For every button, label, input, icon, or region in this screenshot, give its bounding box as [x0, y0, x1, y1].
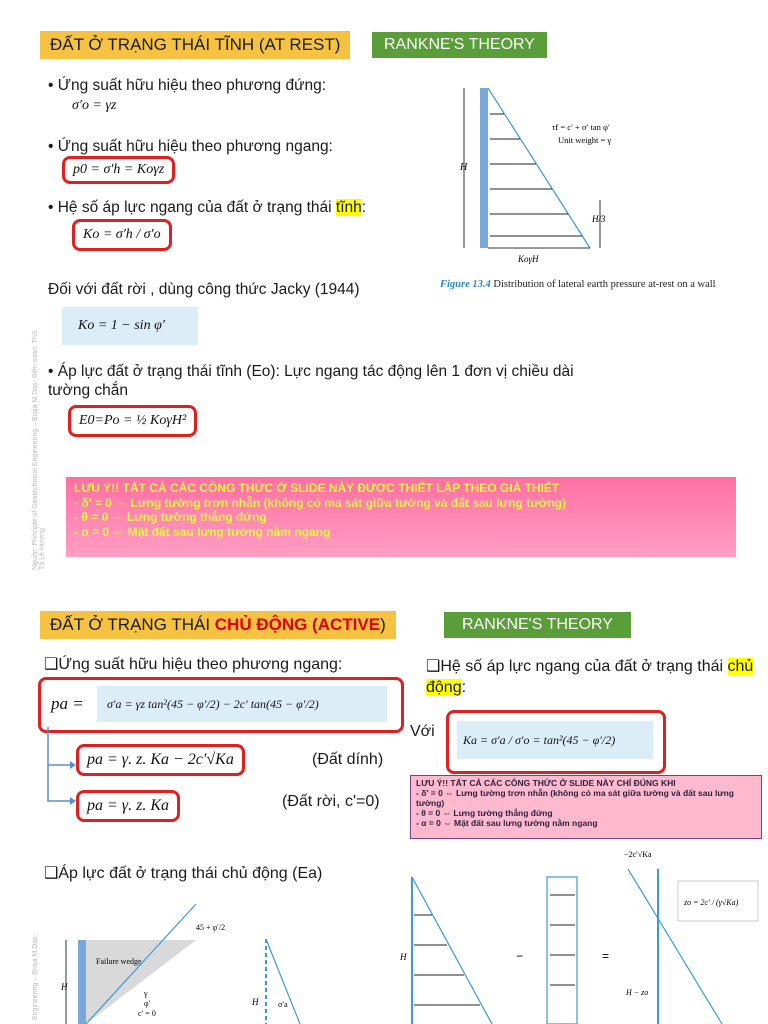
bullet-ka: ❑Hệ số áp lực ngang của đất ở trạng thái chủ động: [426, 658, 754, 696]
formula-ko: Ko = σ′h / σ′o [72, 219, 172, 251]
rankine-badge-top: RANKNE'S THEORY [372, 32, 547, 58]
wall [480, 88, 488, 248]
at-rest-figure [440, 80, 640, 270]
formula-ka: Ka = σ′a / σ′o = tan²(45 − φ′/2) [457, 721, 653, 759]
cohesive-distribution-figure [392, 845, 768, 1024]
fig-base-label: KoγH [518, 254, 539, 264]
figure-caption: Figure 13.4 Distribution of lateral earth pressure at-rest on a wall [440, 279, 716, 290]
pressure-arrows [490, 114, 582, 236]
fig-h3-label: H/3 [592, 214, 606, 224]
svg-text:H − zo: H − zo [626, 988, 649, 997]
formula-pa-box [38, 677, 404, 733]
formula-vertical-stress: σ′o = γz [72, 98, 117, 113]
svg-text:σ′a: σ′a [278, 1000, 288, 1009]
formula-granular: pa = γ. z. Ka [76, 790, 180, 822]
formula-cohesive: pa = γ. z. Ka − 2c′√Ka [76, 744, 245, 776]
svg-text:45 + φ′/2: 45 + φ′/2 [196, 923, 226, 932]
fig-unit-weight: Unit weight = γ [558, 135, 612, 145]
formula-jacky: Ko = 1 − sin φ′ [62, 307, 198, 345]
formula-eo: E0=Po = ½ KoγH² [68, 405, 197, 437]
bullet-eo: • Áp lực đất ở trạng thái tĩnh (Eo): Lực ngang tác động lên 1 đơn vị chiều dài tường chắn [48, 363, 574, 399]
pressure-line [488, 88, 590, 248]
svg-text:zo = 2c′ / (γ√Ka): zo = 2c′ / (γ√Ka) [684, 898, 739, 907]
at-rest-title: ĐẤT Ở TRẠNG THÁI TĨNH (AT REST) [40, 31, 350, 59]
fig-h-label: H [460, 162, 468, 173]
active-title: ĐẤT Ở TRẠNG THÁI CHỦ ĐỘNG (ACTIVE) [40, 611, 396, 639]
svg-text:H: H [252, 997, 259, 1007]
svg-text:H: H [400, 952, 407, 962]
bullet-ko: • Hệ số áp lực ngang của đất ở trạng thái tĩnh: [48, 199, 367, 216]
formula-p0: p0 = σ′h = Koγz [62, 156, 175, 184]
bullet-horizontal-stress: • Ứng suất hữu hiệu theo phương ngang: [48, 138, 333, 155]
branch-arrows [38, 725, 78, 805]
assumption-note-top: LƯU Ý!! TẤT CẢ CÁC CÔNG THỨC Ở SLIDE NÀY ĐƯỢC THIẾT LẬP THEO GIẢ THIẾT - δ′ = 0 ⇔ Lưng tường trơn nhẵn (không có ma sát giữa tường và đất sau lưng tường) - θ = 0 ⇔ Lưng tường thẳng đứng - α = 0 ⇔ Mặt đất sau lưng tường nằm ngang [66, 477, 736, 557]
rankine-badge-bottom: RANKNE'S THEORY [444, 612, 631, 638]
svg-text:φ′: φ′ [144, 999, 151, 1008]
formula-ka-box [446, 710, 666, 774]
svg-text:−2c′√Ka: −2c′√Ka [624, 850, 652, 859]
svg-text:γ: γ [144, 989, 148, 998]
label-cohesive: (Đất dính) [312, 751, 384, 768]
label-granular: (Đất rời, c'=0) [282, 793, 380, 810]
failure-wedge-figure [56, 900, 256, 1024]
active-stress-figure [250, 935, 310, 1024]
svg-text:Failure wedge: Failure wedge [96, 957, 142, 966]
assumption-note-bottom: LƯU Ý!! TẤT CẢ CÁC CÔNG THỨC Ở SLIDE NÀY CHỈ ĐÚNG KHI - δ′ = 0 ⇔ Lưng tường trơn nhẵn (không có ma sát giữa tường và đất sau lưng tường) - θ = 0 ⇔ Lưng tường thẳng đứng - α = 0 ⇔ Mặt đất sau lưng tường nằm ngang [410, 775, 762, 839]
fig-tau-label: τf = c′ + σ′ tan φ′ [552, 122, 610, 132]
label-voi: Với [410, 723, 435, 740]
svg-text:c′ = 0: c′ = 0 [138, 1009, 156, 1018]
jacky-text: Đối với đất rời , dùng công thức Jacky (1944) [48, 281, 360, 298]
bullet-active-stress: ❑Ứng suất hữu hiệu theo phương ngang: [44, 656, 343, 673]
source-note-bottom: Engineering – Braja M.Das- [32, 934, 39, 1020]
svg-text:=: = [602, 949, 610, 963]
bullet-vertical-stress: • Ứng suất hữu hiệu theo phương đứng: [48, 77, 327, 94]
bullet-ea: ❑Áp lực đất ở trạng thái chủ động (Ea) [44, 865, 323, 882]
source-note-top: Nguồn: Principle of Geotechnical Engineering – Braja M.Das- Biên soạn: ThS Tô Lê Hương [32, 330, 46, 570]
pa-label: pa = [51, 694, 84, 713]
svg-text:H: H [61, 982, 68, 992]
formula-sigma-a: σ′a = γz tan²(45 − φ′/2) − 2c′ tan(45 − φ′/2) [97, 686, 387, 722]
svg-text:−: − [516, 949, 524, 963]
